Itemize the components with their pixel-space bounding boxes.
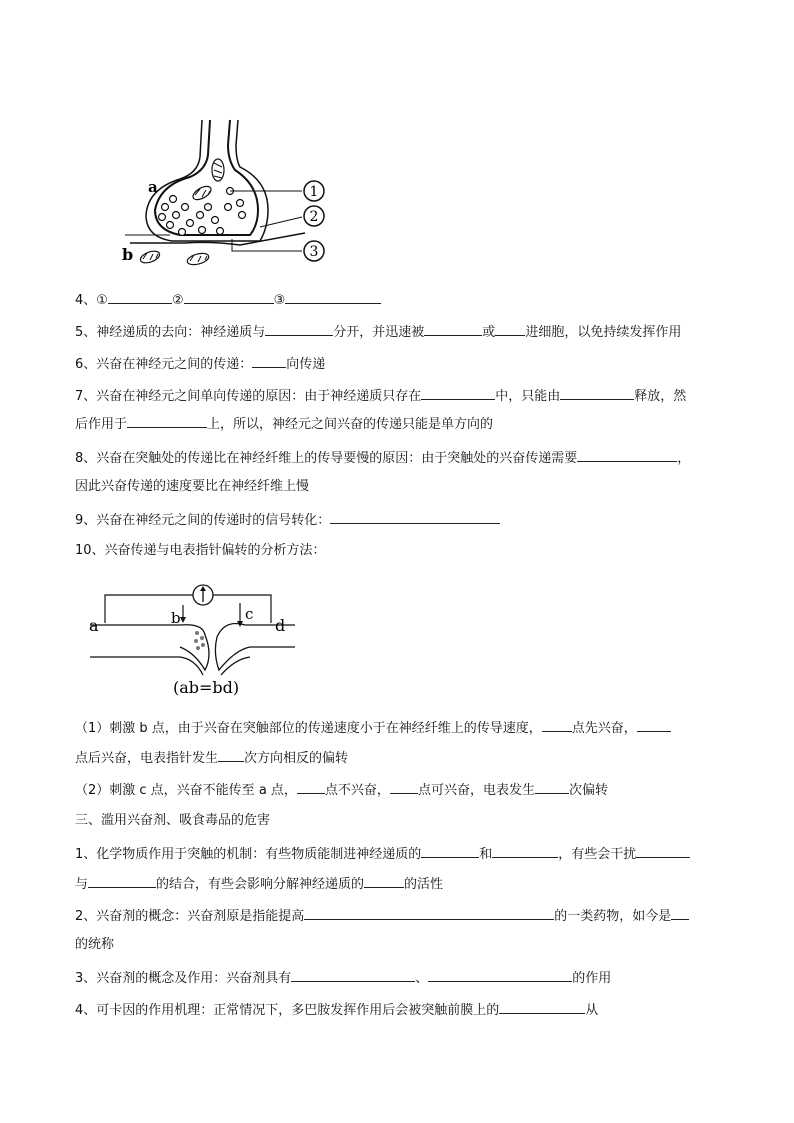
question-10: 10、兴奋传递与电表指针偏转的分析方法： [75,543,326,558]
blank[interactable] [127,414,207,428]
question-7-line1: 7、兴奋在神经元之间单向传递的原因：由于神经递质只存在 中，只能由 释放，然 [75,386,686,406]
point-b: b [171,609,181,627]
marker-2: 2 [309,209,319,225]
blank[interactable] [535,780,569,794]
blank[interactable] [542,718,572,732]
marker-3: 3 [309,244,319,260]
question-5: 5、神经递质的去向：神经递质与 分开，并迅速被 或 进细胞，以免持续发挥作用 [75,322,681,342]
label-b: b [122,245,134,264]
blank[interactable] [291,968,415,982]
blank[interactable] [428,968,572,982]
blank[interactable] [637,718,671,732]
section-3-title: 三、滥用兴奋剂、吸食毒品的危害 [75,813,271,828]
point-2-line1: 2、兴奋剂的概念：兴奋剂原是指能提高 的一类药物，如今是 [75,906,689,926]
blank[interactable] [364,874,404,888]
synapse-diagram [110,115,350,275]
point-1-line2: 与 的结合，有些会影响分解神经递质的 的活性 [75,874,443,894]
blank[interactable] [297,780,325,794]
meter-synapse-diagram [85,575,305,700]
question-9: 9、兴奋在神经元之间的传递时的信号转化： [75,510,500,530]
point-2-line2: 的统称 [75,937,115,952]
blank[interactable] [560,386,634,400]
blank[interactable] [424,322,482,336]
marker-1: 1 [309,184,319,200]
blank[interactable] [421,386,495,400]
blank[interactable] [495,322,525,336]
blank[interactable] [390,780,418,794]
question-8-line1: 8、兴奋在突触处的传递比在神经纤维上的传导要慢的原因：由于突触处的兴奋传递需要 ， [75,448,690,468]
question-7-line2: 后作用于 上，所以，神经元之间兴奋的传递只能是单方向的 [75,414,493,434]
blank[interactable] [330,510,500,524]
blank[interactable] [108,290,172,304]
sub-question-2: （2）刺激 c 点，兴奋不能传至 a 点， 点不兴奋， 点可兴奋，电表发生 次偏转 [75,780,608,800]
blank[interactable] [304,906,554,920]
point-4: 4、可卡因的作用机理：正常情况下，多巴胺发挥作用后会被突触前膜上的 从 [75,1000,598,1020]
point-1-line1: 1、化学物质作用于突触的机制：有些物质能制进神经递质的 和 ，有些会干扰 [75,844,690,864]
sub-question-1-line1: （1）刺激 b 点，由于兴奋在突触部位的传递速度小于在神经纤维上的传导速度， 点先兴奋， [75,718,671,738]
figure-caption: (ab=bd) [173,678,240,697]
blank[interactable] [88,874,156,888]
blank[interactable] [252,354,286,368]
question-6: 6、兴奋在神经元之间的传递： 向传递 [75,354,325,374]
sub-question-1-line2: 点后兴奋，电表指针发生 次方向相反的偏转 [75,748,348,768]
blank[interactable] [218,748,244,762]
blank[interactable] [492,844,558,858]
question-4: 4、① ② ③ [75,290,381,310]
question-8-line2: 因此兴奋传递的速度要比在神经纤维上慢 [75,479,310,494]
point-d: d [275,616,286,635]
point-c: c [245,605,254,623]
blank[interactable] [499,1000,585,1014]
blank[interactable] [636,844,690,858]
label-a: a [148,178,158,196]
blank[interactable] [285,290,381,304]
point-a: a [89,616,99,635]
point-3: 3、兴奋剂的概念及作用：兴奋剂具有 、 的作用 [75,968,611,988]
blank[interactable] [421,844,479,858]
blank[interactable] [184,290,274,304]
blank[interactable] [265,322,333,336]
blank[interactable] [671,906,689,920]
blank[interactable] [577,448,677,462]
